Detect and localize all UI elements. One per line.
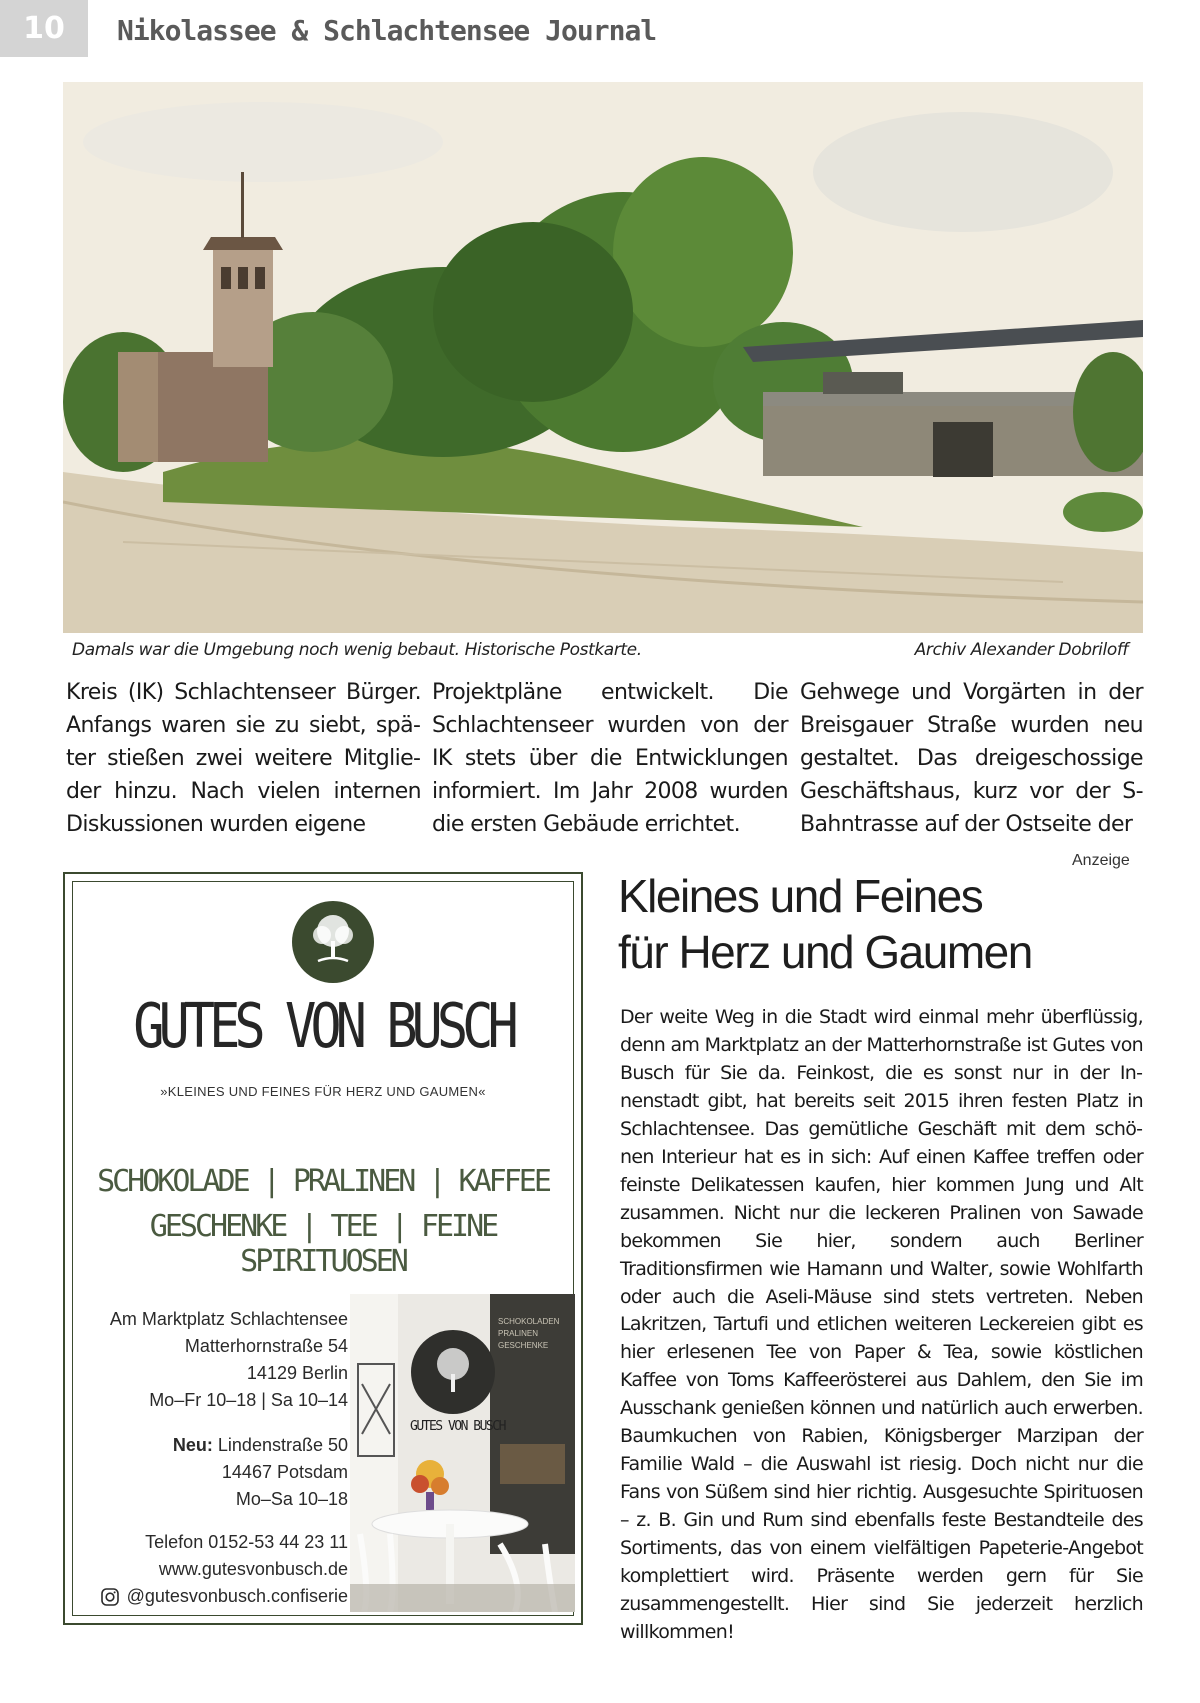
brand-tagline: »KLEINES UND FEINES FÜR HERZ UND GAUMEN« <box>160 1084 486 1099</box>
website-link[interactable]: www.gutesvonbusch.de <box>158 1559 348 1579</box>
window-text-2: PRALINEN <box>498 1329 539 1338</box>
address-line: Lindenstraße 50 <box>217 1435 348 1455</box>
address-line: 14467 Potsdam <box>221 1462 348 1482</box>
photo-credit: Archiv Alexander Dobriloff <box>914 640 1128 660</box>
advertorial-body: Der weite Weg in die Stadt wird einmal mehr überflüssig, denn am Marktplatz an der Matterhornstraße ist Gutes von Busch für Sie da. Feinkost, die es sonst nur in der Innenstadt gibt, hat bereits seit 2015 ihren festen Platz in Schlachtensee. Das gemütliche Geschäft mit dem schönen Interieur hat es in sich: Auf einen Kaffee treffen oder feinste Delikatessen kaufen, hier kommen Jung und Alt zusammen. Nicht nur die leckeren Pralinen von Sawade bekommen Sie hier, sondern auch Berliner Traditionsfirmen wie Hamann und Walter, sowie Wohlfarth oder auch die Aseli-Mäuse sind stets vertreten. Neben Lakritzen, Tartufi und etlichen weiteren Leckereien gibt es hier erlesenen Tee von Paper & Tea, sowie köstlichen Kaffee von Toms Kaffeerösterei aus Dahlem, den Sie im Ausschank genießen können und natürlich auch erwerben. Baumkuchen von Rabien, Königsberger Marzipan der Familie Wald – die Auswahl ist riesig. Doch nicht nur die Fans von Süßem sind hier richtig. Ausgesuchte Spirituosen – z. B. Gin und Rum sind ebenfalls feste Bestandteile des Sortiments, das von einem vielfältigen Papeterie-Angebot komplettiert wird. Präsente werden gern für Sie zusammengestellt. Hier sind Sie jederzeit herzlich willkommen! <box>620 1006 1143 1643</box>
contact-info <box>101 1529 348 1610</box>
new-label: Neu: <box>172 1435 213 1455</box>
address-line: Am Marktplatz Schlachtensee <box>109 1309 348 1329</box>
headline-line-1: Kleines und Feines <box>618 870 983 922</box>
photo-caption: Damals war die Umgebung noch wenig bebaut. Historische Postkarte. <box>72 640 642 660</box>
instagram-icon <box>101 1588 119 1606</box>
shop-sign-text: GUTES VON BUSCH <box>410 1419 505 1434</box>
article-column-3: Gehwege und Vorgärten in der Breisgauer Straße wurden neu gestaltet. Das dreigeschossige Geschäftshaus, kurz vor der S-Bahntrasse auf der Ostseite der <box>800 680 1143 837</box>
tree-logo-icon <box>292 901 374 983</box>
address-line: 14129 Berlin <box>246 1363 348 1383</box>
advertisement-box <box>63 872 583 1625</box>
article-column-1: Kreis (IK) Schlachtenseer Bürger. Anfangs waren sie zu siebt, später stießen zwei weitere Mitglieder hinzu. Nach vielen internen Diskussionen wurden eigene <box>66 680 421 837</box>
journal-title: Nikolassee & Schlachtensee Journal <box>117 14 657 47</box>
ad-label: Anzeige <box>1072 852 1130 869</box>
headline-line-2: für Herz und Gaumen <box>618 926 1032 978</box>
article-column-2: Projektpläne entwickelt. Die Schlachtenseer wurden von der IK stets über die Entwicklungen informiert. Im Jahr 2008 wurden die ersten Gebäude errichtet. <box>432 680 788 837</box>
instagram-row[interactable] <box>101 1583 348 1610</box>
page-number: 10 <box>0 0 88 57</box>
shop-front-photo <box>350 1294 575 1612</box>
advertorial-headline <box>618 868 1032 980</box>
address-line: Matterhornstraße 54 <box>184 1336 348 1356</box>
address-schlachtensee <box>110 1306 348 1414</box>
opening-hours: Mo–Fr 10–18 | Sa 10–14 <box>149 1390 348 1410</box>
window-text-3: GESCHENKE <box>498 1341 549 1350</box>
window-text-1: SCHOKOLADEN <box>498 1317 560 1326</box>
shop-front-illustration <box>350 1294 575 1612</box>
instagram-handle: @gutesvonbusch.confiserie <box>126 1586 348 1606</box>
phone-number: Telefon 0152-53 44 23 11 <box>145 1532 348 1552</box>
historic-postcard-photo <box>63 82 1143 633</box>
opening-hours: Mo–Sa 10–18 <box>235 1489 348 1509</box>
products-line-1: SCHOKOLADE | PRALINEN | KAFFEE <box>97 1164 549 1199</box>
products-line-2: GESCHENKE | TEE | FEINE SPIRITUOSEN <box>149 1209 497 1279</box>
address-potsdam <box>173 1432 348 1513</box>
postcard-illustration <box>63 82 1143 633</box>
brand-name: GUTES VON BUSCH <box>133 991 513 1063</box>
